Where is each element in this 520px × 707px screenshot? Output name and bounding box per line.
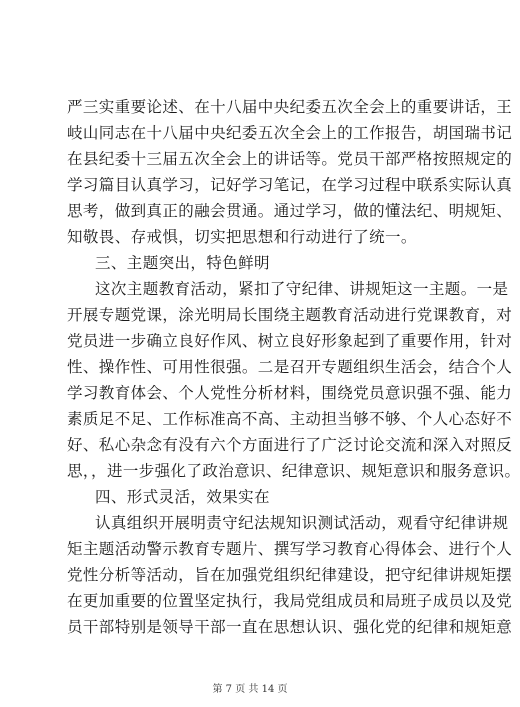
text-line: 好、私心杂念有没有六个方面进行了广泛讨论交流和深入对照反 xyxy=(67,436,513,454)
text-line: 党员进一步确立良好作风、树立良好形象起到了重要作用，针对 xyxy=(67,332,513,350)
text-line: 员干部特别是领导干部一直在思想认识、强化党的纪律和规矩意 xyxy=(67,618,513,636)
text-line: 矩主题活动警示教育专题片、撰写学习教育心得体会、进行个人 xyxy=(67,540,513,558)
text-line: 学习教育体会、个人党性分析材料，围绕党员意识强不强、能力 xyxy=(67,384,513,402)
text-line: 在更加重要的位置坚定执行，我局党组成员和局班子成员以及党 xyxy=(67,592,513,610)
text-line: 岐山同志在十八届中央纪委五次全会上的工作报告，胡国瑞书记 xyxy=(67,124,513,142)
text-line: 思，，进一步强化了政治意识、纪律意识、规矩意识和服务意识。 xyxy=(67,462,520,480)
text-line: 素质足不足、工作标准高不高、主动担当够不够、个人心态好不 xyxy=(67,410,513,428)
section-heading: 三、主题突出，特色鲜明 xyxy=(95,254,270,272)
text-line: 思考，做到真正的融会贯通。通过学习，做的懂法纪、明规矩、 xyxy=(67,202,513,220)
page-footer: 第 7 页 共 14 页 xyxy=(212,684,288,695)
text-line: 知敬畏、存戒惧，切实把思想和行动进行了统一。 xyxy=(67,228,417,246)
text-line: 严三实重要论述、在十八届中央纪委五次全会上的重要讲话，王 xyxy=(67,98,513,116)
text-line: 开展专题党课，涂光明局长围绕主题教育活动进行党课教育，对 xyxy=(67,306,513,324)
text-line: 性、操作性、可用性很强。二是召开专题组织生活会，结合个人 xyxy=(67,358,513,376)
section-heading: 四、形式灵活，效果实在 xyxy=(95,488,270,506)
text-line: 认真组织开展明责守纪法规知识测试活动，观看守纪律讲规 xyxy=(95,514,509,532)
text-line: 在县纪委十三届五次全会上的讲话等。党员干部严格按照规定的 xyxy=(67,150,513,168)
text-line: 学习篇目认真学习，记好学习笔记，在学习过程中联系实际认真 xyxy=(67,176,513,194)
text-line: 党性分析等活动，旨在加强党组织纪律建设，把守纪律讲规矩摆 xyxy=(67,566,513,584)
text-line: 这次主题教育活动，紧扣了守纪律、讲规矩这一主题。一是 xyxy=(95,280,509,298)
